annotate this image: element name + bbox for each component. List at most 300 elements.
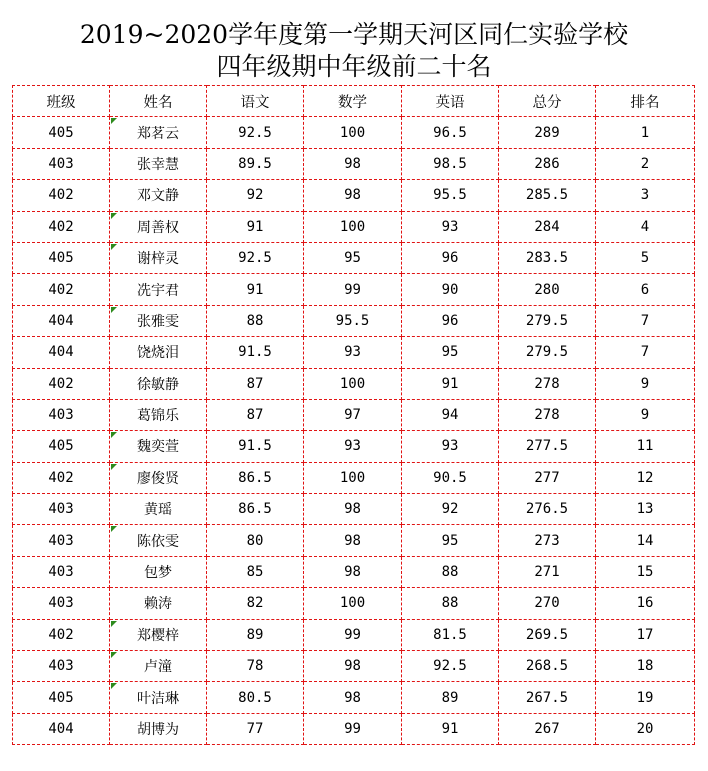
- cell-english[interactable]: [402, 117, 499, 148]
- cell-english[interactable]: [402, 713, 499, 744]
- cell-total-text: 279.5: [525, 312, 569, 329]
- cell-math-text: 98: [344, 564, 361, 581]
- cell-chinese-text: 91: [246, 281, 264, 298]
- comment-indicator-icon: [111, 118, 117, 124]
- cell-total-text: 277.5: [525, 438, 569, 455]
- cell-chinese[interactable]: [207, 588, 304, 619]
- table-row[interactable]: [13, 462, 695, 493]
- comment-indicator-icon: [111, 432, 117, 438]
- cell-math-text: 100: [339, 124, 366, 141]
- cell-total-text: 273: [534, 532, 560, 549]
- cell-chinese[interactable]: [207, 180, 304, 211]
- cell-math-text: 98: [344, 501, 361, 518]
- cell-english-text: 88: [441, 564, 459, 581]
- cell-name[interactable]: [110, 148, 207, 179]
- cell-math-text: 98: [344, 187, 361, 204]
- cell-chinese-text: 86.5: [238, 469, 272, 486]
- cell-class[interactable]: [13, 399, 110, 430]
- cell-total[interactable]: [499, 148, 596, 179]
- cell-math[interactable]: [304, 368, 402, 399]
- comment-indicator-icon: [111, 244, 117, 250]
- cell-name-text: 卢潼: [144, 659, 172, 676]
- cell-name-text: 包梦: [144, 565, 172, 582]
- cell-name[interactable]: [110, 713, 207, 744]
- cell-class[interactable]: [13, 368, 110, 399]
- cell-total-text: 268.5: [525, 658, 569, 675]
- cell-class[interactable]: [13, 494, 110, 525]
- comment-indicator-icon: [111, 683, 117, 689]
- table-row[interactable]: [13, 588, 695, 619]
- cell-total[interactable]: [499, 211, 596, 242]
- cell-chinese[interactable]: [207, 399, 304, 430]
- cell-rank[interactable]: [596, 525, 695, 556]
- cell-class[interactable]: [13, 651, 110, 682]
- cell-rank[interactable]: [596, 117, 695, 148]
- cell-math-text: 98: [344, 532, 361, 549]
- comment-indicator-icon: [111, 464, 117, 470]
- table-row[interactable]: [13, 399, 695, 430]
- cell-name-text: 徐敏静: [137, 376, 179, 393]
- cell-name[interactable]: [110, 399, 207, 430]
- cell-rank-text: 5: [640, 250, 650, 267]
- cell-total[interactable]: [499, 368, 596, 399]
- cell-math[interactable]: [304, 619, 402, 650]
- cell-name[interactable]: [110, 274, 207, 305]
- cell-class-text: 404: [48, 312, 74, 329]
- header-name: 姓名: [110, 86, 207, 117]
- cell-name[interactable]: [110, 305, 207, 336]
- cell-math-text: 98: [344, 155, 361, 172]
- table-row[interactable]: [13, 337, 695, 368]
- cell-name-text: 冼宇君: [137, 282, 179, 299]
- table-row[interactable]: [13, 274, 695, 305]
- page-subtitle: 四年级期中年级前二十名: [216, 52, 492, 81]
- cell-english[interactable]: [402, 242, 499, 273]
- cell-english[interactable]: [402, 180, 499, 211]
- cell-chinese[interactable]: [207, 431, 304, 462]
- cell-rank[interactable]: [596, 713, 695, 744]
- cell-total-text: 279.5: [525, 344, 569, 361]
- cell-name[interactable]: [110, 242, 207, 273]
- comment-indicator-icon: [111, 213, 117, 219]
- cell-math[interactable]: [304, 431, 402, 462]
- cell-class[interactable]: [13, 117, 110, 148]
- cell-chinese[interactable]: [207, 713, 304, 744]
- cell-class[interactable]: [13, 180, 110, 211]
- table-row[interactable]: [13, 556, 695, 587]
- cell-class-text: 403: [48, 407, 74, 424]
- cell-math-text: 93: [344, 344, 361, 361]
- table-row[interactable]: [13, 682, 695, 713]
- cell-chinese[interactable]: [207, 274, 304, 305]
- cell-rank-text: 11: [636, 438, 654, 455]
- cell-math[interactable]: [304, 242, 402, 273]
- cell-english-text: 90: [441, 281, 459, 298]
- cell-chinese[interactable]: [207, 525, 304, 556]
- cell-chinese[interactable]: [207, 682, 304, 713]
- cell-class-text: 403: [48, 564, 74, 581]
- cell-total[interactable]: [499, 651, 596, 682]
- cell-english[interactable]: [402, 525, 499, 556]
- cell-math[interactable]: [304, 117, 402, 148]
- cell-total-text: 278: [534, 375, 560, 392]
- cell-name-text: 黄瑶: [144, 502, 172, 519]
- cell-total-text: 284: [534, 218, 560, 235]
- cell-class-text: 403: [48, 501, 74, 518]
- cell-total[interactable]: [499, 431, 596, 462]
- cell-chinese[interactable]: [207, 117, 304, 148]
- cell-class[interactable]: [13, 148, 110, 179]
- cell-class[interactable]: [13, 713, 110, 744]
- cell-name[interactable]: [110, 588, 207, 619]
- header-rank: 排名: [596, 86, 695, 117]
- cell-rank-text: 7: [640, 312, 650, 329]
- cell-class-text: 403: [48, 658, 74, 675]
- cell-name[interactable]: [110, 494, 207, 525]
- cell-class-text: 403: [48, 595, 74, 612]
- cell-total-text: 277: [534, 469, 560, 486]
- table-row[interactable]: [13, 242, 695, 273]
- cell-name-text: 廖俊贤: [137, 470, 179, 487]
- cell-rank-text: 17: [636, 626, 654, 643]
- cell-class-text: 405: [48, 250, 74, 267]
- cell-english-text: 81.5: [433, 626, 467, 643]
- cell-class-text: 402: [48, 626, 74, 643]
- cell-name-text: 饶烧泪: [137, 345, 179, 362]
- cell-english[interactable]: [402, 368, 499, 399]
- cell-chinese-text: 78: [246, 658, 264, 675]
- cell-rank[interactable]: [596, 462, 695, 493]
- cell-english-text: 91: [441, 721, 459, 737]
- cell-english[interactable]: [402, 399, 499, 430]
- cell-math[interactable]: [304, 682, 402, 713]
- cell-chinese[interactable]: [207, 651, 304, 682]
- cell-math[interactable]: [304, 462, 402, 493]
- cell-math-text: 93: [344, 438, 361, 455]
- cell-rank[interactable]: [596, 337, 695, 368]
- cell-rank[interactable]: [596, 305, 695, 336]
- cell-rank[interactable]: [596, 274, 695, 305]
- cell-english-text: 94: [441, 407, 459, 424]
- cell-class[interactable]: [13, 525, 110, 556]
- cell-total[interactable]: [499, 305, 596, 336]
- cell-rank-text: 19: [636, 689, 654, 706]
- cell-total-text: 286: [534, 155, 560, 172]
- cell-rank[interactable]: [596, 148, 695, 179]
- cell-chinese-text: 86.5: [238, 501, 272, 518]
- cell-name-text: 张雅雯: [137, 313, 179, 330]
- cell-math-text: 100: [339, 218, 366, 235]
- cell-english-text: 96: [441, 250, 459, 267]
- cell-chinese[interactable]: [207, 619, 304, 650]
- cell-english[interactable]: [402, 619, 499, 650]
- cell-class-text: 404: [48, 344, 74, 361]
- cell-english-text: 93: [441, 218, 459, 235]
- cell-rank-text: 16: [636, 595, 654, 612]
- cell-total[interactable]: [499, 117, 596, 148]
- table-row[interactable]: [13, 713, 695, 744]
- cell-chinese[interactable]: [207, 556, 304, 587]
- header-class: 班级: [13, 86, 110, 117]
- cell-total[interactable]: [499, 682, 596, 713]
- cell-total[interactable]: [499, 556, 596, 587]
- cell-class[interactable]: [13, 211, 110, 242]
- cell-total-text: 285.5: [525, 187, 569, 204]
- cell-total[interactable]: [499, 242, 596, 273]
- cell-rank[interactable]: [596, 242, 695, 273]
- cell-total-text: 270: [534, 595, 560, 612]
- cell-english[interactable]: [402, 211, 499, 242]
- cell-chinese[interactable]: [207, 211, 304, 242]
- cell-chinese[interactable]: [207, 148, 304, 179]
- cell-english[interactable]: [402, 148, 499, 179]
- cell-name[interactable]: [110, 368, 207, 399]
- cell-english[interactable]: [402, 588, 499, 619]
- cell-rank[interactable]: [596, 619, 695, 650]
- cell-rank[interactable]: [596, 211, 695, 242]
- cell-english[interactable]: [402, 305, 499, 336]
- cell-math-text: 97: [344, 407, 361, 424]
- cell-math-text: 99: [344, 281, 361, 298]
- cell-rank[interactable]: [596, 180, 695, 211]
- table-row[interactable]: [13, 148, 695, 179]
- page-title: 2019~2020学年度第一学期天河区同仁实验学校: [79, 20, 629, 49]
- cell-total[interactable]: [499, 494, 596, 525]
- cell-name[interactable]: [110, 556, 207, 587]
- cell-rank[interactable]: [596, 588, 695, 619]
- cell-class-text: 405: [48, 689, 74, 706]
- cell-rank[interactable]: [596, 368, 695, 399]
- cell-math-text: 99: [344, 721, 361, 737]
- cell-name-text: 邓文静: [137, 188, 179, 205]
- ranking-table: [12, 85, 695, 745]
- cell-name[interactable]: [110, 651, 207, 682]
- cell-rank-text: 7: [640, 344, 650, 361]
- cell-chinese-text: 92: [246, 187, 264, 204]
- table-row[interactable]: [13, 211, 695, 242]
- cell-chinese-text: 92.5: [238, 250, 272, 267]
- cell-class[interactable]: [13, 619, 110, 650]
- cell-rank-text: 14: [636, 532, 654, 549]
- table-row[interactable]: [13, 305, 695, 336]
- cell-chinese-text: 87: [246, 375, 264, 392]
- cell-name-text: 谢梓灵: [137, 251, 179, 268]
- cell-chinese-text: 88: [246, 312, 264, 329]
- cell-total[interactable]: [499, 337, 596, 368]
- cell-math[interactable]: [304, 713, 402, 744]
- cell-total-text: 267.5: [525, 689, 569, 706]
- cell-chinese[interactable]: [207, 368, 304, 399]
- table-row[interactable]: [13, 368, 695, 399]
- cell-math[interactable]: [304, 305, 402, 336]
- cell-chinese[interactable]: [207, 462, 304, 493]
- cell-math[interactable]: [304, 211, 402, 242]
- cell-rank-text: 9: [640, 375, 650, 392]
- cell-total-text: 267: [534, 721, 560, 737]
- cell-math-text: 98: [344, 658, 361, 675]
- cell-total-text: 289: [534, 124, 560, 141]
- cell-chinese-text: 80.5: [238, 689, 272, 706]
- cell-math-text: 98: [344, 689, 361, 706]
- cell-english-text: 93: [441, 438, 459, 455]
- cell-english-text: 91: [441, 375, 459, 392]
- header-english: 英语: [402, 86, 499, 117]
- cell-total[interactable]: [499, 713, 596, 744]
- cell-english-text: 98.5: [433, 155, 467, 172]
- cell-math[interactable]: [304, 399, 402, 430]
- cell-class-text: 403: [48, 155, 74, 172]
- cell-class[interactable]: [13, 337, 110, 368]
- cell-rank[interactable]: [596, 399, 695, 430]
- cell-name-text: 陈依雯: [137, 533, 179, 550]
- cell-math-text: 95.5: [335, 312, 370, 329]
- cell-math[interactable]: [304, 148, 402, 179]
- cell-total-text: 269.5: [525, 626, 569, 643]
- header-math: 数学: [304, 86, 402, 117]
- cell-rank-text: 12: [636, 469, 654, 486]
- cell-math[interactable]: [304, 588, 402, 619]
- table-row[interactable]: [13, 494, 695, 525]
- cell-total-text: 283.5: [525, 250, 569, 267]
- cell-math[interactable]: [304, 180, 402, 211]
- cell-name-text: 胡博为: [137, 722, 179, 738]
- table-row[interactable]: [13, 525, 695, 556]
- cell-rank-text: 2: [640, 155, 650, 172]
- cell-total-text: 276.5: [525, 501, 569, 518]
- cell-english[interactable]: [402, 682, 499, 713]
- cell-rank-text: 9: [640, 407, 650, 424]
- cell-total-text: 271: [534, 564, 560, 581]
- cell-class[interactable]: [13, 274, 110, 305]
- cell-chinese-text: 87: [246, 407, 264, 424]
- cell-class[interactable]: [13, 242, 110, 273]
- cell-chinese[interactable]: [207, 494, 304, 525]
- cell-rank-text: 20: [636, 721, 654, 737]
- cell-english-text: 89: [441, 689, 459, 706]
- cell-total[interactable]: [499, 462, 596, 493]
- cell-english[interactable]: [402, 337, 499, 368]
- cell-total[interactable]: [499, 399, 596, 430]
- cell-rank[interactable]: [596, 556, 695, 587]
- cell-name[interactable]: [110, 619, 207, 650]
- cell-english-text: 96: [441, 312, 459, 329]
- cell-math-text: 100: [339, 375, 366, 392]
- cell-name-text: 郑茗云: [137, 125, 179, 142]
- cell-class[interactable]: [13, 588, 110, 619]
- cell-class-text: 402: [48, 375, 74, 392]
- cell-english-text: 92: [441, 501, 459, 518]
- comment-indicator-icon: [111, 307, 117, 313]
- cell-english[interactable]: [402, 274, 499, 305]
- cell-name[interactable]: [110, 682, 207, 713]
- header-row: [13, 86, 695, 117]
- cell-english-text: 90.5: [433, 469, 467, 486]
- cell-class-text: 404: [48, 721, 74, 737]
- cell-chinese-text: 91: [246, 218, 264, 235]
- cell-name-text: 叶洁琳: [137, 690, 179, 707]
- cell-class[interactable]: [13, 682, 110, 713]
- cell-class-text: 403: [48, 532, 74, 549]
- cell-chinese[interactable]: [207, 305, 304, 336]
- comment-indicator-icon: [111, 652, 117, 658]
- cell-name-text: 葛锦乐: [137, 408, 179, 425]
- cell-name[interactable]: [110, 180, 207, 211]
- cell-name[interactable]: [110, 337, 207, 368]
- cell-class-text: 402: [48, 187, 74, 204]
- table-row[interactable]: [13, 117, 695, 148]
- cell-class[interactable]: [13, 556, 110, 587]
- table-row[interactable]: [13, 619, 695, 650]
- cell-english[interactable]: [402, 651, 499, 682]
- cell-chinese-text: 85: [246, 564, 264, 581]
- cell-total[interactable]: [499, 588, 596, 619]
- cell-class[interactable]: [13, 305, 110, 336]
- cell-rank[interactable]: [596, 431, 695, 462]
- cell-name-text: 周善权: [137, 219, 179, 236]
- cell-rank-text: 6: [640, 281, 650, 298]
- cell-english[interactable]: [402, 462, 499, 493]
- cell-english[interactable]: [402, 494, 499, 525]
- cell-total[interactable]: [499, 525, 596, 556]
- cell-math[interactable]: [304, 274, 402, 305]
- cell-english-text: 95.5: [433, 187, 467, 204]
- cell-name-text: 赖涛: [144, 596, 172, 613]
- cell-math-text: 95: [344, 250, 361, 267]
- cell-name[interactable]: [110, 431, 207, 462]
- cell-math[interactable]: [304, 337, 402, 368]
- cell-chinese[interactable]: [207, 337, 304, 368]
- cell-math[interactable]: [304, 525, 402, 556]
- cell-chinese-text: 82: [246, 595, 264, 612]
- cell-english[interactable]: [402, 556, 499, 587]
- cell-math[interactable]: [304, 494, 402, 525]
- cell-rank[interactable]: [596, 682, 695, 713]
- cell-rank[interactable]: [596, 494, 695, 525]
- cell-total-text: 278: [534, 407, 560, 424]
- cell-class-text: 405: [48, 438, 74, 455]
- table-row[interactable]: [13, 651, 695, 682]
- table-row[interactable]: [13, 431, 695, 462]
- cell-total-text: 280: [534, 281, 560, 298]
- table-row[interactable]: [13, 180, 695, 211]
- cell-class[interactable]: [13, 462, 110, 493]
- cell-name-text: 张幸慧: [137, 156, 179, 173]
- cell-rank[interactable]: [596, 651, 695, 682]
- cell-class[interactable]: [13, 431, 110, 462]
- cell-name[interactable]: [110, 525, 207, 556]
- cell-english-text: 92.5: [433, 658, 467, 675]
- cell-rank-text: 13: [636, 501, 654, 518]
- cell-math-text: 99: [344, 626, 361, 643]
- cell-total[interactable]: [499, 619, 596, 650]
- cell-chinese-text: 89: [246, 626, 264, 643]
- cell-name[interactable]: [110, 117, 207, 148]
- cell-class-text: 405: [48, 124, 74, 141]
- cell-english-text: 88: [441, 595, 459, 612]
- cell-rank-text: 3: [640, 187, 650, 204]
- cell-total[interactable]: [499, 180, 596, 211]
- cell-chinese[interactable]: [207, 242, 304, 273]
- cell-name[interactable]: [110, 211, 207, 242]
- cell-name-text: 魏奕萱: [137, 439, 179, 456]
- cell-english-text: 96.5: [433, 124, 467, 141]
- cell-name[interactable]: [110, 462, 207, 493]
- cell-english[interactable]: [402, 431, 499, 462]
- cell-math-text: 100: [339, 469, 366, 486]
- cell-total[interactable]: [499, 274, 596, 305]
- cell-math[interactable]: [304, 651, 402, 682]
- cell-math[interactable]: [304, 556, 402, 587]
